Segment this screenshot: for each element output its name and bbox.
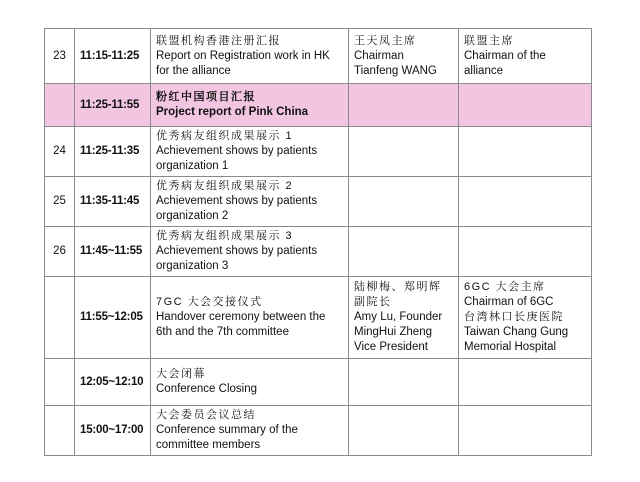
- time-slot: 11:35-11:45: [75, 177, 151, 227]
- cell-line: 王天凤主席: [354, 34, 417, 47]
- speaker-cell: [349, 359, 459, 406]
- time-slot: 12:05~12:10: [75, 359, 151, 406]
- cell-line: 粉红中国项目汇报: [156, 91, 256, 103]
- cell-line: 联盟主席: [464, 34, 514, 47]
- host-cell: [459, 227, 592, 277]
- cell-line: Chairman of 6GC: [464, 296, 554, 308]
- agenda-body: [45, 29, 592, 456]
- row-number: [45, 406, 75, 456]
- program-cell: [151, 406, 349, 456]
- program-cell: [151, 277, 349, 359]
- speaker-cell: [349, 29, 459, 84]
- cell-line: Achievement shows by patients: [156, 145, 318, 157]
- host-cell: [459, 84, 592, 127]
- cell-line: 联盟机构香港注册汇报: [156, 34, 281, 47]
- cell-line: organization 3: [156, 260, 229, 272]
- host-cell: [459, 277, 592, 359]
- program-cell: [151, 29, 349, 84]
- host-cell: [459, 127, 592, 177]
- row-number: 24: [45, 127, 75, 177]
- cell-line: Achievement shows by patients: [156, 195, 318, 207]
- cell-line: for the alliance: [156, 64, 231, 77]
- program-cell: [151, 359, 349, 406]
- cell-line: 6GC 大会主席: [464, 281, 546, 293]
- cell-line: 6th and the 7th committee: [156, 326, 289, 338]
- cell-line: Achievement shows by patients: [156, 245, 318, 257]
- cell-line: Tianfeng WANG: [354, 64, 437, 77]
- cell-line: 大会闭幕: [156, 368, 206, 380]
- cell-line: Handover ceremony between the: [156, 311, 326, 323]
- cell-line: 大会委员会议总结: [156, 409, 256, 421]
- cell-line: 优秀病友组织成果展示 1: [156, 130, 294, 142]
- cell-line: Memorial Hospital: [464, 341, 557, 353]
- cell-line: Amy Lu, Founder: [354, 311, 443, 323]
- time-slot: 15:00~17:00: [75, 406, 151, 456]
- time-slot: 11:25-11:55: [75, 84, 151, 127]
- speaker-cell: [349, 84, 459, 127]
- agenda-row: [45, 227, 592, 277]
- cell-line: 优秀病友组织成果展示 2: [156, 180, 294, 192]
- cell-line: Vice President: [354, 341, 428, 353]
- agenda-row: [45, 84, 592, 127]
- program-cell: [151, 84, 349, 127]
- agenda-table: [44, 28, 592, 456]
- time-slot: 11:15-11:25: [75, 29, 151, 84]
- cell-line: 优秀病友组织成果展示 3: [156, 230, 294, 242]
- row-number: [45, 84, 75, 127]
- agenda-row: [45, 177, 592, 227]
- agenda-row: [45, 127, 592, 177]
- speaker-cell: [349, 277, 459, 359]
- cell-line: 7GC 大会交接仪式: [156, 296, 263, 308]
- host-cell: [459, 29, 592, 84]
- cell-line: Chairman of the: [464, 49, 546, 62]
- cell-line: committee members: [156, 439, 261, 451]
- agenda-row: [45, 29, 592, 84]
- time-slot: 11:45~11:55: [75, 227, 151, 277]
- cell-line: MingHui Zheng: [354, 326, 432, 338]
- host-cell: [459, 406, 592, 456]
- cell-line: 台湾林口长庚医院: [464, 311, 564, 323]
- agenda-row: [45, 406, 592, 456]
- cell-line: Project report of Pink China: [156, 106, 309, 118]
- program-cell: [151, 127, 349, 177]
- cell-line: Conference summary of the: [156, 424, 298, 436]
- row-number: 23: [45, 29, 75, 84]
- cell-line: 副院长: [354, 296, 392, 308]
- agenda-row: [45, 359, 592, 406]
- cell-line: organization 2: [156, 210, 229, 222]
- row-number: 26: [45, 227, 75, 277]
- host-cell: [459, 177, 592, 227]
- speaker-cell: [349, 177, 459, 227]
- cell-line: Report on Registration work in HK: [156, 49, 330, 62]
- program-cell: [151, 177, 349, 227]
- cell-line: Conference Closing: [156, 383, 258, 395]
- speaker-cell: [349, 227, 459, 277]
- cell-line: 陆柳梅、郑明辉: [354, 281, 442, 293]
- row-number: [45, 277, 75, 359]
- program-cell: [151, 227, 349, 277]
- time-slot: 11:25-11:35: [75, 127, 151, 177]
- host-cell: [459, 359, 592, 406]
- cell-line: alliance: [464, 64, 503, 77]
- cell-line: organization 1: [156, 160, 229, 172]
- speaker-cell: [349, 127, 459, 177]
- agenda-row: [45, 277, 592, 359]
- row-number: [45, 359, 75, 406]
- row-number: 25: [45, 177, 75, 227]
- cell-line: Chairman: [354, 49, 404, 62]
- cell-line: Taiwan Chang Gung: [464, 326, 569, 338]
- speaker-cell: [349, 406, 459, 456]
- time-slot: 11:55~12:05: [75, 277, 151, 359]
